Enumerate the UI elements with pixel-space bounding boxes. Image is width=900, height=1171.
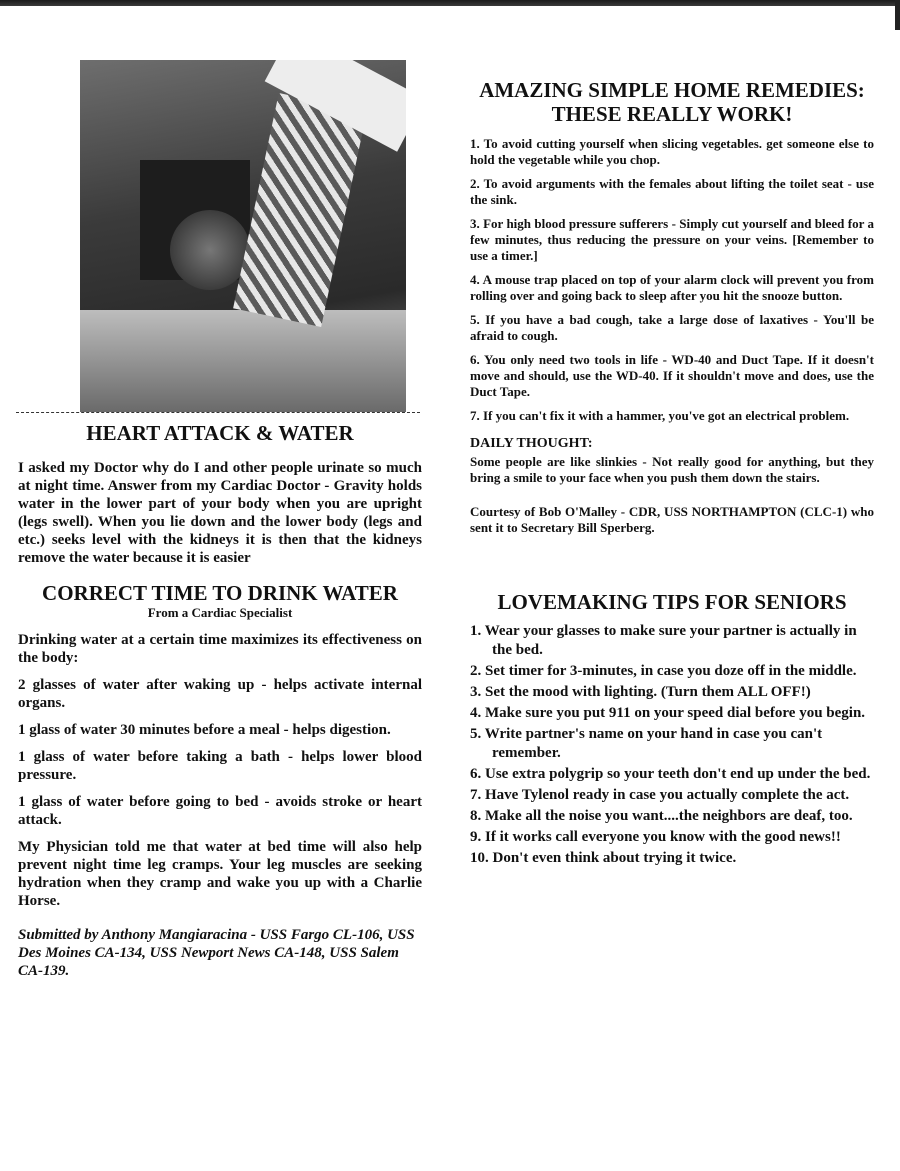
lovemaking-section	[470, 590, 874, 868]
remedy-item: 7. If you can't fix it with a hammer, you've got an electrical problem.	[470, 408, 850, 423]
remedy-item: 6. You only need two tools in life - WD-40 and Duct Tape. If it doesn't move and should, use the WD-40. If it shouldn't move and does, use the Duct Tape.	[470, 352, 874, 399]
heart-attack-section	[18, 421, 422, 567]
remedy-item: 5. If you have a bad cough, take a large dose of laxatives - You'll be afraid to cough.	[470, 312, 874, 343]
tip-item: 5. Write partner's name on your hand in case you can't remember.	[470, 726, 823, 761]
tip-item: 8. Make all the noise you want....the neighbors are deaf, too.	[470, 808, 853, 824]
water-paragraph: My Physician told me that water at bed time will also help prevent night time leg cramps. Your leg muscles are seeking hydration when they cramp and wake you up with a Charlie Horse.	[18, 839, 422, 909]
water-paragraph: 2 glasses of water after waking up - helps activate internal organs.	[18, 677, 422, 711]
courtesy-credit: Courtesy of Bob O'Malley - CDR, USS NORTHAMPTON (CLC-1) who sent it to Secretary Bill Sperberg.	[470, 504, 874, 535]
tip-item: 1. Wear your glasses to make sure your partner is actually in the bed.	[470, 623, 857, 658]
lovemaking-title: LOVEMAKING TIPS FOR SENIORS	[497, 590, 847, 614]
left-column	[18, 60, 422, 980]
heart-attack-title: HEART ATTACK & WATER	[86, 421, 354, 445]
remedy-item: 4. A mouse trap placed on top of your alarm clock will prevent you from rolling over and going back to sleep after you hit the snooze button.	[470, 272, 874, 303]
tip-item: 10. Don't even think about trying it twice.	[470, 850, 737, 866]
remedy-item: 1. To avoid cutting yourself when slicing vegetables. get someone else to hold the vegetable while you chop.	[470, 136, 874, 167]
dashed-divider	[16, 412, 420, 413]
remedies-list	[470, 136, 874, 424]
remedies-title-line1: AMAZING SIMPLE HOME REMEDIES:	[479, 78, 865, 102]
tip-item: 6. Use extra polygrip so your teeth don't end up under the bed.	[470, 766, 871, 782]
heart-attack-body: I asked my Doctor why do I and other people urinate so much at night time. Answer from my Cardiac Doctor - Gravity holds water in the lower part of your body when you are upright (legs swell). When you lie down and the lower body (legs and etc.) seeks level with the kidneys it is then that the kidneys remove the water because it is easier	[18, 460, 422, 566]
remedies-title-line2: THESE REALLY WORK!	[551, 102, 793, 126]
water-paragraph: 1 glass of water 30 minutes before a meal - helps digestion.	[18, 722, 391, 738]
drink-water-subtitle: From a Cardiac Specialist	[147, 605, 293, 620]
remedy-item: 2. To avoid arguments with the females about lifting the toilet seat - use the sink.	[470, 176, 874, 207]
drink-water-title: CORRECT TIME TO DRINK WATER	[42, 581, 398, 605]
right-column	[470, 78, 874, 870]
water-paragraph: Drinking water at a certain time maximizes its effectiveness on the body:	[18, 632, 422, 666]
tip-item: 2. Set timer for 3-minutes, in case you doze off in the middle.	[470, 663, 857, 679]
tip-item: 3. Set the mood with lighting. (Turn them ALL OFF!)	[470, 684, 811, 700]
remedy-item: 3. For high blood pressure sufferers - Simply cut yourself and bleed for a few minutes, thus reducing the pressure on your veins. [Remember to use a timer.]	[470, 216, 874, 263]
drink-water-section	[18, 581, 422, 980]
tip-item: 7. Have Tylenol ready in case you actually complete the act.	[470, 787, 850, 803]
tip-item: 4. Make sure you put 911 on your speed dial before you begin.	[470, 705, 866, 721]
water-paragraph: 1 glass of water before going to bed - avoids stroke or heart attack.	[18, 794, 422, 828]
scan-edge-top	[0, 0, 900, 6]
tip-item: 9. If it works call everyone you know with the good news!!	[470, 829, 841, 845]
home-remedies-section	[470, 78, 874, 536]
newsletter-photo	[80, 60, 406, 412]
water-paragraph: 1 glass of water before taking a bath - helps lower blood pressure.	[18, 749, 422, 783]
daily-thought-text: Some people are like slinkies - Not really good for anything, but they bring a smile to your face when you push them down the stairs.	[470, 454, 874, 485]
submitted-by-credit: Submitted by Anthony Mangiaracina - USS Fargo CL-106, USS Des Moines CA-134, USS Newport News CA-148, USS Salem CA-139.	[18, 927, 415, 979]
scan-edge-right	[895, 0, 900, 30]
lovemaking-list	[470, 622, 874, 868]
daily-thought-label: DAILY THOUGHT:	[470, 436, 593, 451]
